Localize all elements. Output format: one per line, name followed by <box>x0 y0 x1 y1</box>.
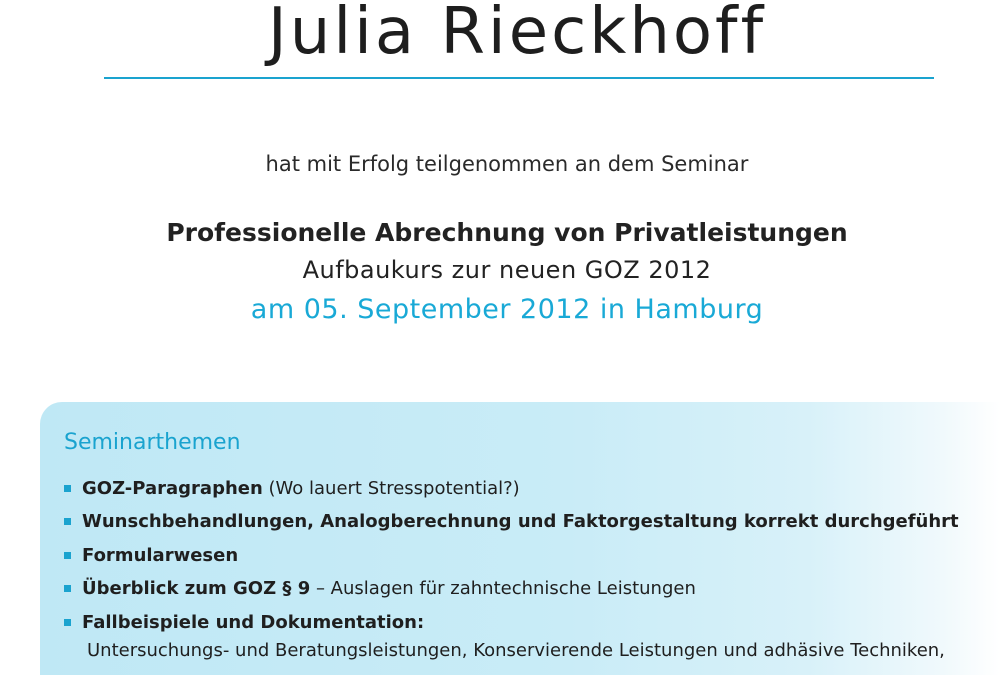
topic-note: – Auslagen für zahntechnische Leistungen <box>310 578 696 599</box>
topic-title: Überblick zum GOZ § 9 <box>82 578 311 599</box>
bullet-icon <box>64 485 71 492</box>
bullet-icon <box>64 619 71 626</box>
topic-title: Wunschbehandlungen, Analogberechnung und Faktorgestaltung korrekt durchgeführt <box>82 511 959 532</box>
topic-title: GOZ-Paragraphen <box>82 478 263 499</box>
bullet-icon <box>64 585 71 592</box>
topic-item <box>64 478 520 499</box>
bullet-icon <box>64 552 71 559</box>
topic-title: Formularwesen <box>82 545 239 566</box>
topic-item <box>64 545 238 566</box>
topic-item <box>64 578 696 599</box>
topic-item <box>64 612 424 633</box>
participation-text: hat mit Erfolg teilgenommen an dem Seminar <box>265 152 749 176</box>
topics-heading: Seminarthemen <box>64 430 241 455</box>
bullet-icon <box>64 518 71 525</box>
topic-detail: Untersuchungs- und Beratungsleistungen, Konservierende Leistungen und adhäsive Techniken, <box>87 640 945 661</box>
seminar-title: Professionelle Abrechnung von Privatleistungen <box>166 218 848 247</box>
topic-title: Fallbeispiele und Dokumentation: <box>82 612 425 633</box>
seminar-date: am 05. September 2012 in Hamburg <box>250 294 764 325</box>
name-underline <box>104 77 934 79</box>
certificate-name: Julia Rieckhoff <box>267 0 767 69</box>
topic-item <box>64 511 959 532</box>
topic-note: (Wo lauert Stresspotential?) <box>262 478 520 499</box>
seminar-subtitle: Aufbaukurs zur neuen GOZ 2012 <box>302 256 712 284</box>
